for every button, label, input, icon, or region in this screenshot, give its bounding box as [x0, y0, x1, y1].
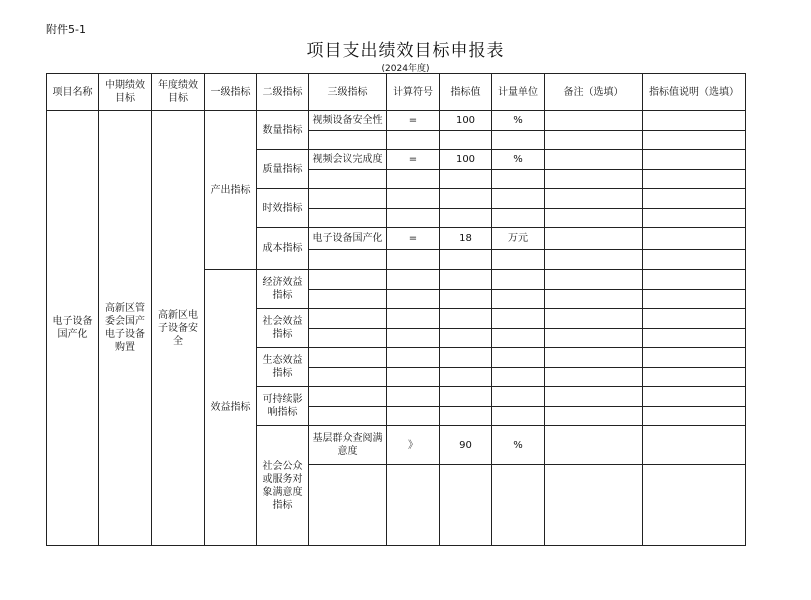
header-mid-term-goal: 中期绩效目标: [99, 74, 152, 111]
indicator-operator: =: [387, 228, 440, 250]
header-unit: 计量单位: [492, 74, 545, 111]
level2-timeliness: 时效指标: [257, 189, 309, 228]
indicator-value: 100: [440, 111, 492, 131]
project-name-cell: 电子设备国产化: [47, 111, 99, 546]
indicator-operator: =: [387, 111, 440, 131]
attachment-label: 附件5-1: [46, 23, 86, 36]
indicator-unit: %: [492, 150, 545, 170]
level2-sustainable: 可持续影响指标: [257, 387, 309, 426]
indicator-value: 100: [440, 150, 492, 170]
indicator-unit: %: [492, 111, 545, 131]
page-title: 项目支出绩效目标申报表: [306, 41, 505, 61]
level2-satisfaction: 社会公众或服务对象满意度指标: [257, 426, 309, 546]
year-label: (2024年度): [381, 64, 430, 74]
level2-economic: 经济效益指标: [257, 270, 309, 309]
header-level2: 二级指标: [257, 74, 309, 111]
indicator-name: 视频设备安全性: [309, 111, 387, 131]
header-value: 指标值: [440, 74, 492, 111]
header-row: [47, 74, 746, 111]
level2-cost: 成本指标: [257, 228, 309, 270]
indicator-value: 90: [440, 426, 492, 465]
header-level1: 一级指标: [205, 74, 257, 111]
header-project-name: 项目名称: [47, 74, 99, 111]
indicator-unit: %: [492, 426, 545, 465]
level2-quantity: 数量指标: [257, 111, 309, 150]
indicator-value: 18: [440, 228, 492, 250]
table-row: [47, 111, 746, 131]
indicator-operator: 》: [387, 426, 440, 465]
indicator-unit: 万元: [492, 228, 545, 250]
header-level3: 三级指标: [309, 74, 387, 111]
level2-quality: 质量指标: [257, 150, 309, 189]
level1-output: 产出指标: [205, 111, 257, 270]
level1-benefit: 效益指标: [205, 270, 257, 546]
indicator-operator: =: [387, 150, 440, 170]
indicator-name: 电子设备国产化: [309, 228, 387, 250]
level2-ecological: 生态效益指标: [257, 348, 309, 387]
header-remarks: 备注（选填）: [545, 74, 643, 111]
performance-table: [46, 73, 746, 546]
header-operator: 计算符号: [387, 74, 440, 111]
indicator-name: 视频会议完成度: [309, 150, 387, 170]
value-desc-cell: [643, 111, 746, 131]
remarks-cell: [545, 111, 643, 131]
mid-term-goal-cell: 高新区管委会国产电子设备购置: [99, 111, 152, 546]
header-annual-goal: 年度绩效目标: [152, 74, 205, 111]
level2-social: 社会效益指标: [257, 309, 309, 348]
indicator-name: 基层群众查阅满意度: [309, 426, 387, 465]
header-value-desc: 指标值说明（选填）: [643, 74, 746, 111]
annual-goal-cell: 高新区电子设备安全: [152, 111, 205, 546]
